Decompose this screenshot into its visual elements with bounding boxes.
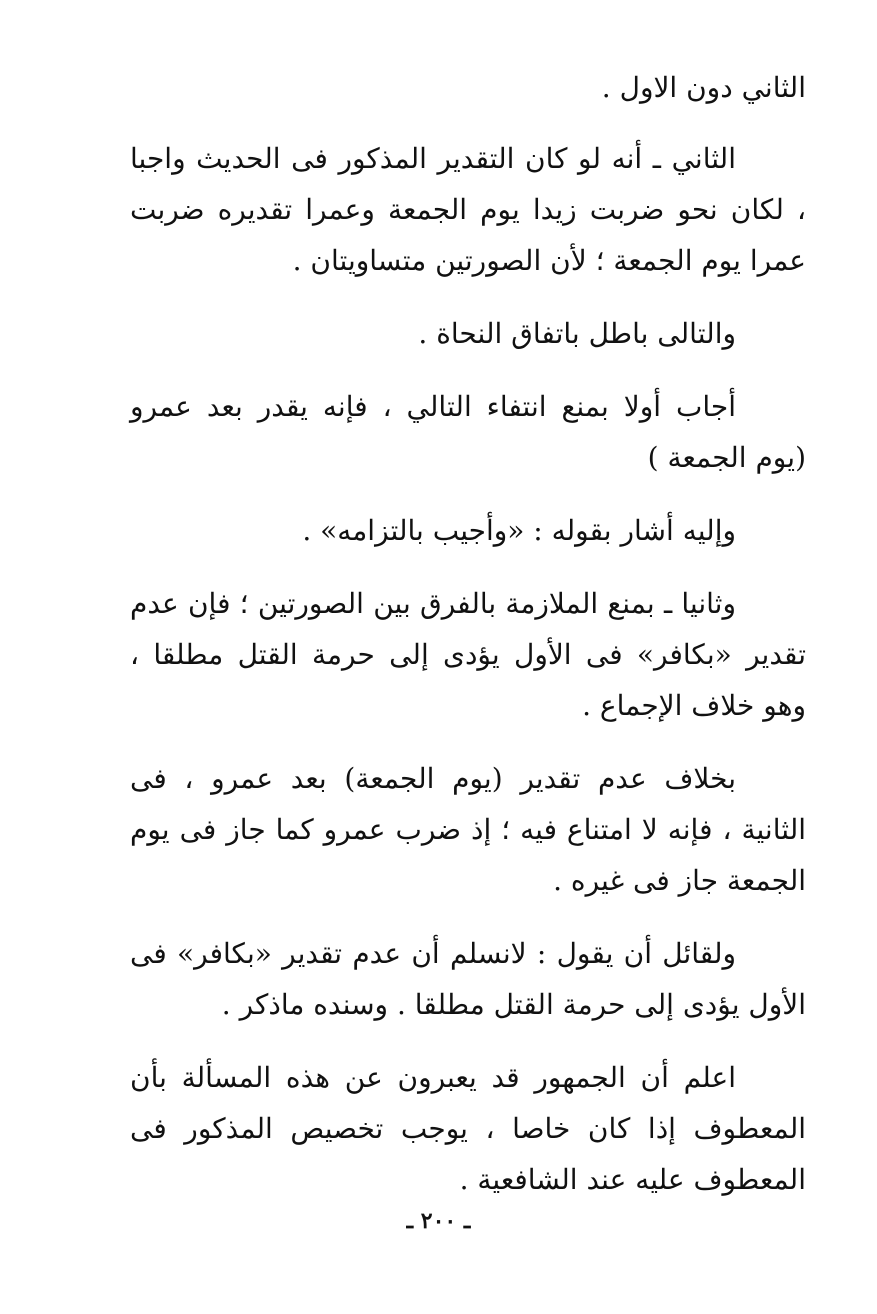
paragraph-8: ولقائل أن يقول : لانسلم أن عدم تقدير «بكافر» فى الأول يؤدى إلى حرمة القتل مطلقا . وسنده ماذكر . (130, 937, 806, 1021)
page-number: ـ ٢٠٠ ـ (406, 1208, 471, 1234)
paragraph-6: وثانيا ـ بمنع الملازمة بالفرق بين الصورتين ؛ فإن عدم تقدير «بكافر» فى الأول يؤدى إلى حرمة القتل مطلقا ، وهو خلاف الإجماع . (130, 587, 806, 722)
paragraph-1: الثاني دون الاول . (601, 71, 806, 104)
paragraph-7: بخلاف عدم تقدير (يوم الجمعة) بعد عمرو ، فى الثانية ، فإنه لا امتناع فيه ؛ إذ ضرب عمرو كما جاز فى يوم الجمعة جاز فى غيره . (130, 762, 806, 897)
paragraph-3: والتالى باطل باتفاق النحاة . (418, 317, 736, 350)
paragraph-5: وإليه أشار بقوله : «وأجيب بالتزامه» . (302, 514, 736, 547)
page-body (130, 62, 806, 1227)
paragraph-2: الثاني ـ أنه لو كان التقدير المذكور فى الحديث واجبا ، لكان نحو ضربت زيدا يوم الجمعة وعمرا تقديره ضربت عمرا يوم الجمعة ؛ لأن الصورتين متساويتان . (130, 142, 806, 277)
paragraph-4: أجاب أولا بمنع انتفاء التالي ، فإنه يقدر بعد عمرو (يوم الجمعة ) (130, 390, 806, 474)
paragraph-9: اعلم أن الجمهور قد يعبرون عن هذه المسألة بأن المعطوف إذا كان خاصا ، يوجب تخصيص المذكور فى المعطوف عليه عند الشافعية . (130, 1061, 806, 1196)
